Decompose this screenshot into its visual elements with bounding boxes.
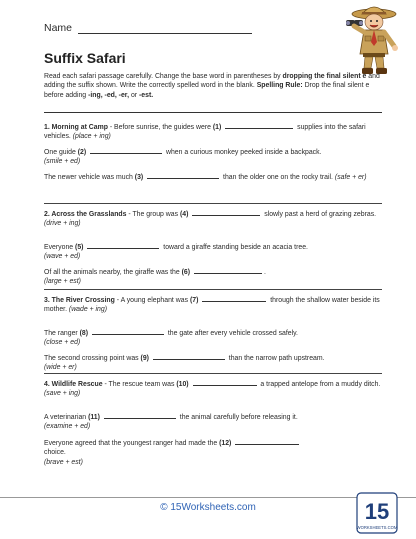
question-6: Of all the animals nearby, the giraffe was the (6) . (large + est) (44, 266, 384, 287)
question-1: 1. Morning at Camp - Before sunrise, the guides were (1) supplies into the safari vehicles. (place + ing) (44, 121, 384, 142)
question-5: Everyone (5) toward a giraffe standing beside an acacia tree. (wave + ed) (44, 241, 384, 262)
question-10: 4. Wildlife Rescue - The rescue team was (10) a trapped antelope from a muddy ditch. (save + ing) (44, 378, 384, 399)
footer-divider (0, 497, 416, 498)
answer-blank-3[interactable] (147, 171, 219, 179)
answer-blank-5[interactable] (87, 241, 159, 249)
answer-blank-7[interactable] (202, 294, 266, 302)
question-12: Everyone agreed that the youngest ranger had made the (12) choice. (brave + est) (44, 437, 384, 467)
answer-blank-6[interactable] (194, 266, 262, 274)
question-3: The newer vehicle was much (3) than the older one on the rocky trail. (safe + er) (44, 171, 384, 182)
safari-explorer-illustration (338, 2, 402, 78)
name-row (44, 22, 252, 34)
worksheets-logo-badge (356, 492, 398, 534)
answer-blank-11[interactable] (104, 411, 176, 419)
section-divider (44, 373, 382, 374)
question-11: A veterinarian (11) the animal carefully before releasing it. (examine + ed) (44, 411, 384, 432)
answer-blank-12[interactable] (235, 437, 299, 445)
badge-text: WORKSHEETS.COM (356, 525, 398, 530)
question-4: 2. Across the Grasslands - The group was (4) slowly past a herd of grazing zebras. (drive + ing) (44, 208, 384, 229)
badge-number: 15 (364, 499, 390, 524)
question-9: The second crossing point was (9) than the narrow path upstream. (wide + er) (44, 352, 384, 373)
answer-blank-1[interactable] (225, 121, 293, 129)
section-divider (44, 203, 382, 204)
answer-blank-4[interactable] (192, 208, 260, 216)
question-2: One guide (2) when a curious monkey peeked inside a backpack. (smile + ed) (44, 146, 384, 167)
section-divider (44, 289, 382, 290)
instructions: Read each safari passage carefully. Change the base word in parentheses by dropping the final silent e and adding the suffix shown. Write the correctly spelled word in the blank. Spelling Rule: Drop the final silent e before adding -ing, -ed, -er, or -est. (44, 73, 380, 99)
question-8: The ranger (8) the gate after every vehicle crossed safely. (close + ed) (44, 327, 384, 348)
answer-blank-9[interactable] (153, 352, 225, 360)
answer-blank-2[interactable] (90, 146, 162, 154)
divider (44, 112, 382, 113)
answer-blank-8[interactable] (92, 327, 164, 335)
question-7: 3. The River Crossing - A young elephant was (7) through the shallow water beside its mother. (wade + ing) (44, 294, 384, 315)
copyright-link[interactable]: © 15Worksheets.com (160, 502, 256, 513)
name-label: Name (44, 22, 73, 34)
name-line[interactable] (78, 22, 252, 34)
answer-blank-10[interactable] (193, 378, 257, 386)
page-title: Suffix Safari (44, 50, 126, 66)
